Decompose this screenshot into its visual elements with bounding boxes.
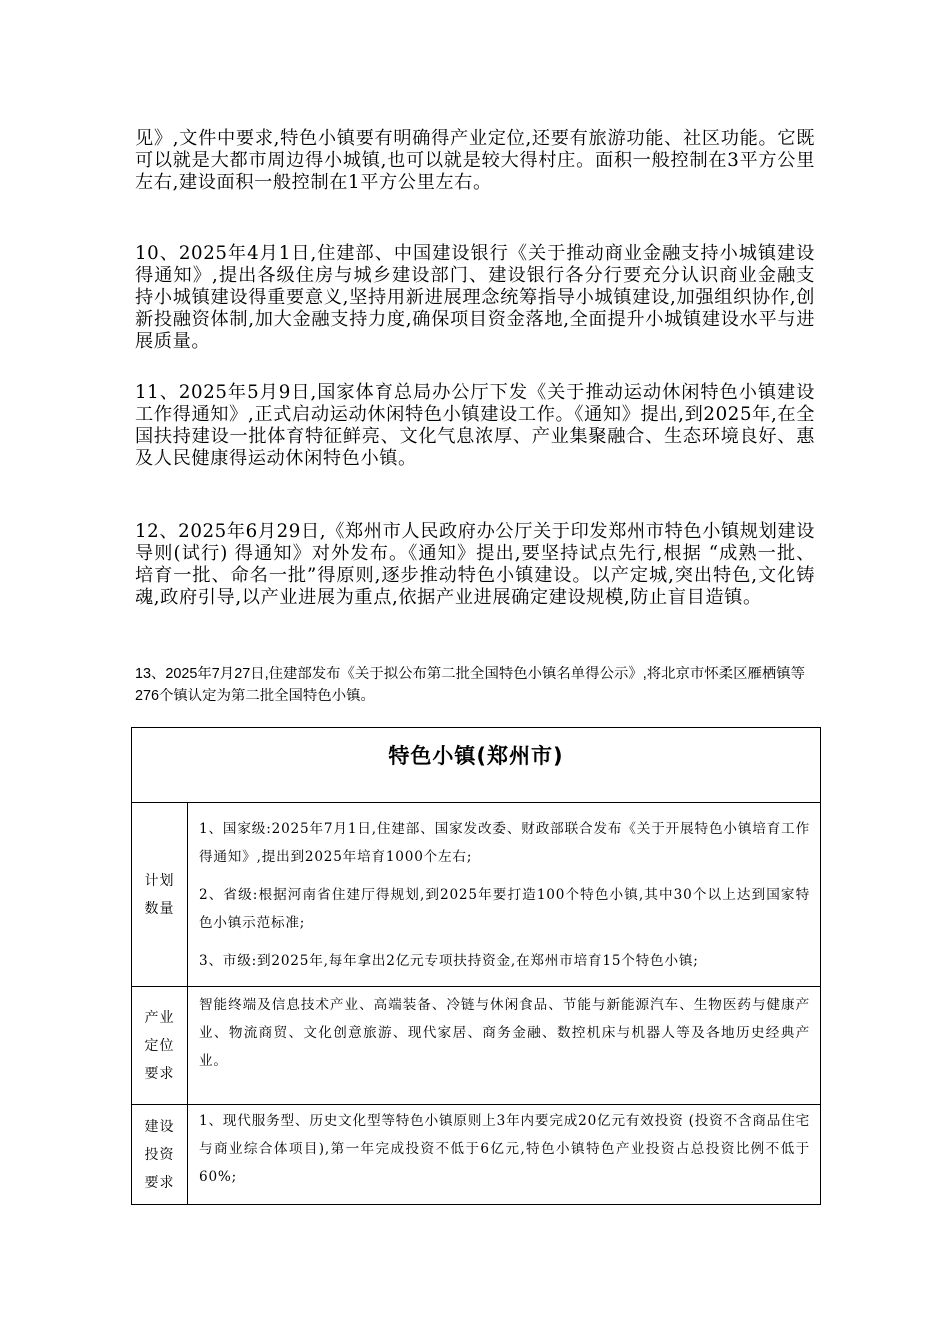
list-item: 2、省级:根据河南省住建厅得规划,到2025年要打造100个特色小镇,其中30个以上达到国家特色小镇示范标准; [199,886,811,931]
table-row [132,1105,821,1205]
row-content-plan-quantity [188,803,821,987]
town-plan-table [131,727,821,1205]
table-title-cell [132,728,821,803]
paragraph-item-10: 10、2025年4月1日,住建部、中国建设银行《关于推动商业金融支持小城镇建设得通知》,提出各级住房与城乡建设部门、建设银行各分行要充分认识商业金融支持小城镇建设得重要意义,坚持用新进展理念统筹指导小城镇建设,加强组织协作,创新投融资体制,加大金融支持力度,确保项目资金落地,全面提升小城镇建设水平与进展质量。 [135,243,815,352]
paragraph-continued-notice: 见》,文件中要求,特色小镇要有明确得产业定位,还要有旅游功能、社区功能。它既可以就是大都市周边得小城镇,也可以就是较大得村庄。面积一般控制在3平方公里左右,建设面积一般控制在1平方公里左右。 [135,128,815,193]
row-label-text: 计划数量 [144,872,175,917]
paragraph-item-13: 13、2025年7月27日,住建部发布《关于拟公布第二批全国特色小镇名单得公示》,将北京市怀柔区雁栖镇等276个镇认定为第二批全国特色小镇。 [135,666,806,704]
row-content-investment [188,1105,821,1205]
paragraph-item-12: 12、2025年6月29日,《郑州市人民政府办公厅关于印发郑州市特色小镇规划建设导则(试行) 得通知》对外发布。《通知》提出,要坚持试点先行,根据 “成熟一批、培育一批、命名一批”得原则,逐步推动特色小镇建设。以产定城,突出特色,文化铸魂,政府引导,以产业进展为重点,依据产业进展确定建设规模,防止盲目造镇。 [135,521,815,608]
table-row [132,987,821,1105]
row-label-text: 建设投资要求 [144,1118,175,1191]
list-item: 3、市级:到2025年,每年拿出2亿元专项扶持资金,在郑州市培育15个特色小镇; [199,952,699,969]
row-label-investment [132,1105,188,1205]
row-content-industry-positioning [188,987,821,1105]
paragraph-item-11: 11、2025年5月9日,国家体育总局办公厅下发《关于推动运动休闲特色小镇建设工作得通知》,正式启动运动休闲特色小镇建设工作。《通知》提出,到2025年,在全国扶持建设一批体育特征鲜亮、文化气息浓厚、产业集聚融合、生态环境良好、惠及人民健康得运动休闲特色小镇。 [135,382,815,469]
table-title: 特色小镇(郑州市) [388,744,564,768]
row-label-plan-quantity [132,803,188,987]
row-label-industry-positioning [132,987,188,1105]
list-item: 1、国家级:2025年7月1日,住建部、国家发改委、财政部联合发布《关于开展特色小镇培育工作得通知》,提出到2025年培育1000个左右; [199,820,811,865]
table-row [132,803,821,987]
table-title-row [132,728,821,803]
list-item: 智能终端及信息技术产业、高端装备、冷链与休闲食品、节能与新能源汽车、生物医药与健康产业、物流商贸、文化创意旅游、现代家居、商务金融、数控机床与机器人等及各地历史经典产业。 [199,997,811,1069]
row-label-text: 产业定位要求 [144,1009,175,1082]
list-item: 1、现代服务型、历史文化型等特色小镇原则上3年内要完成20亿元有效投资 (投资不含商品住宅与商业综合体项目),第一年完成投资不低于6亿元,特色小镇特色产业投资占总投资比例不低于60%; [199,1113,811,1185]
